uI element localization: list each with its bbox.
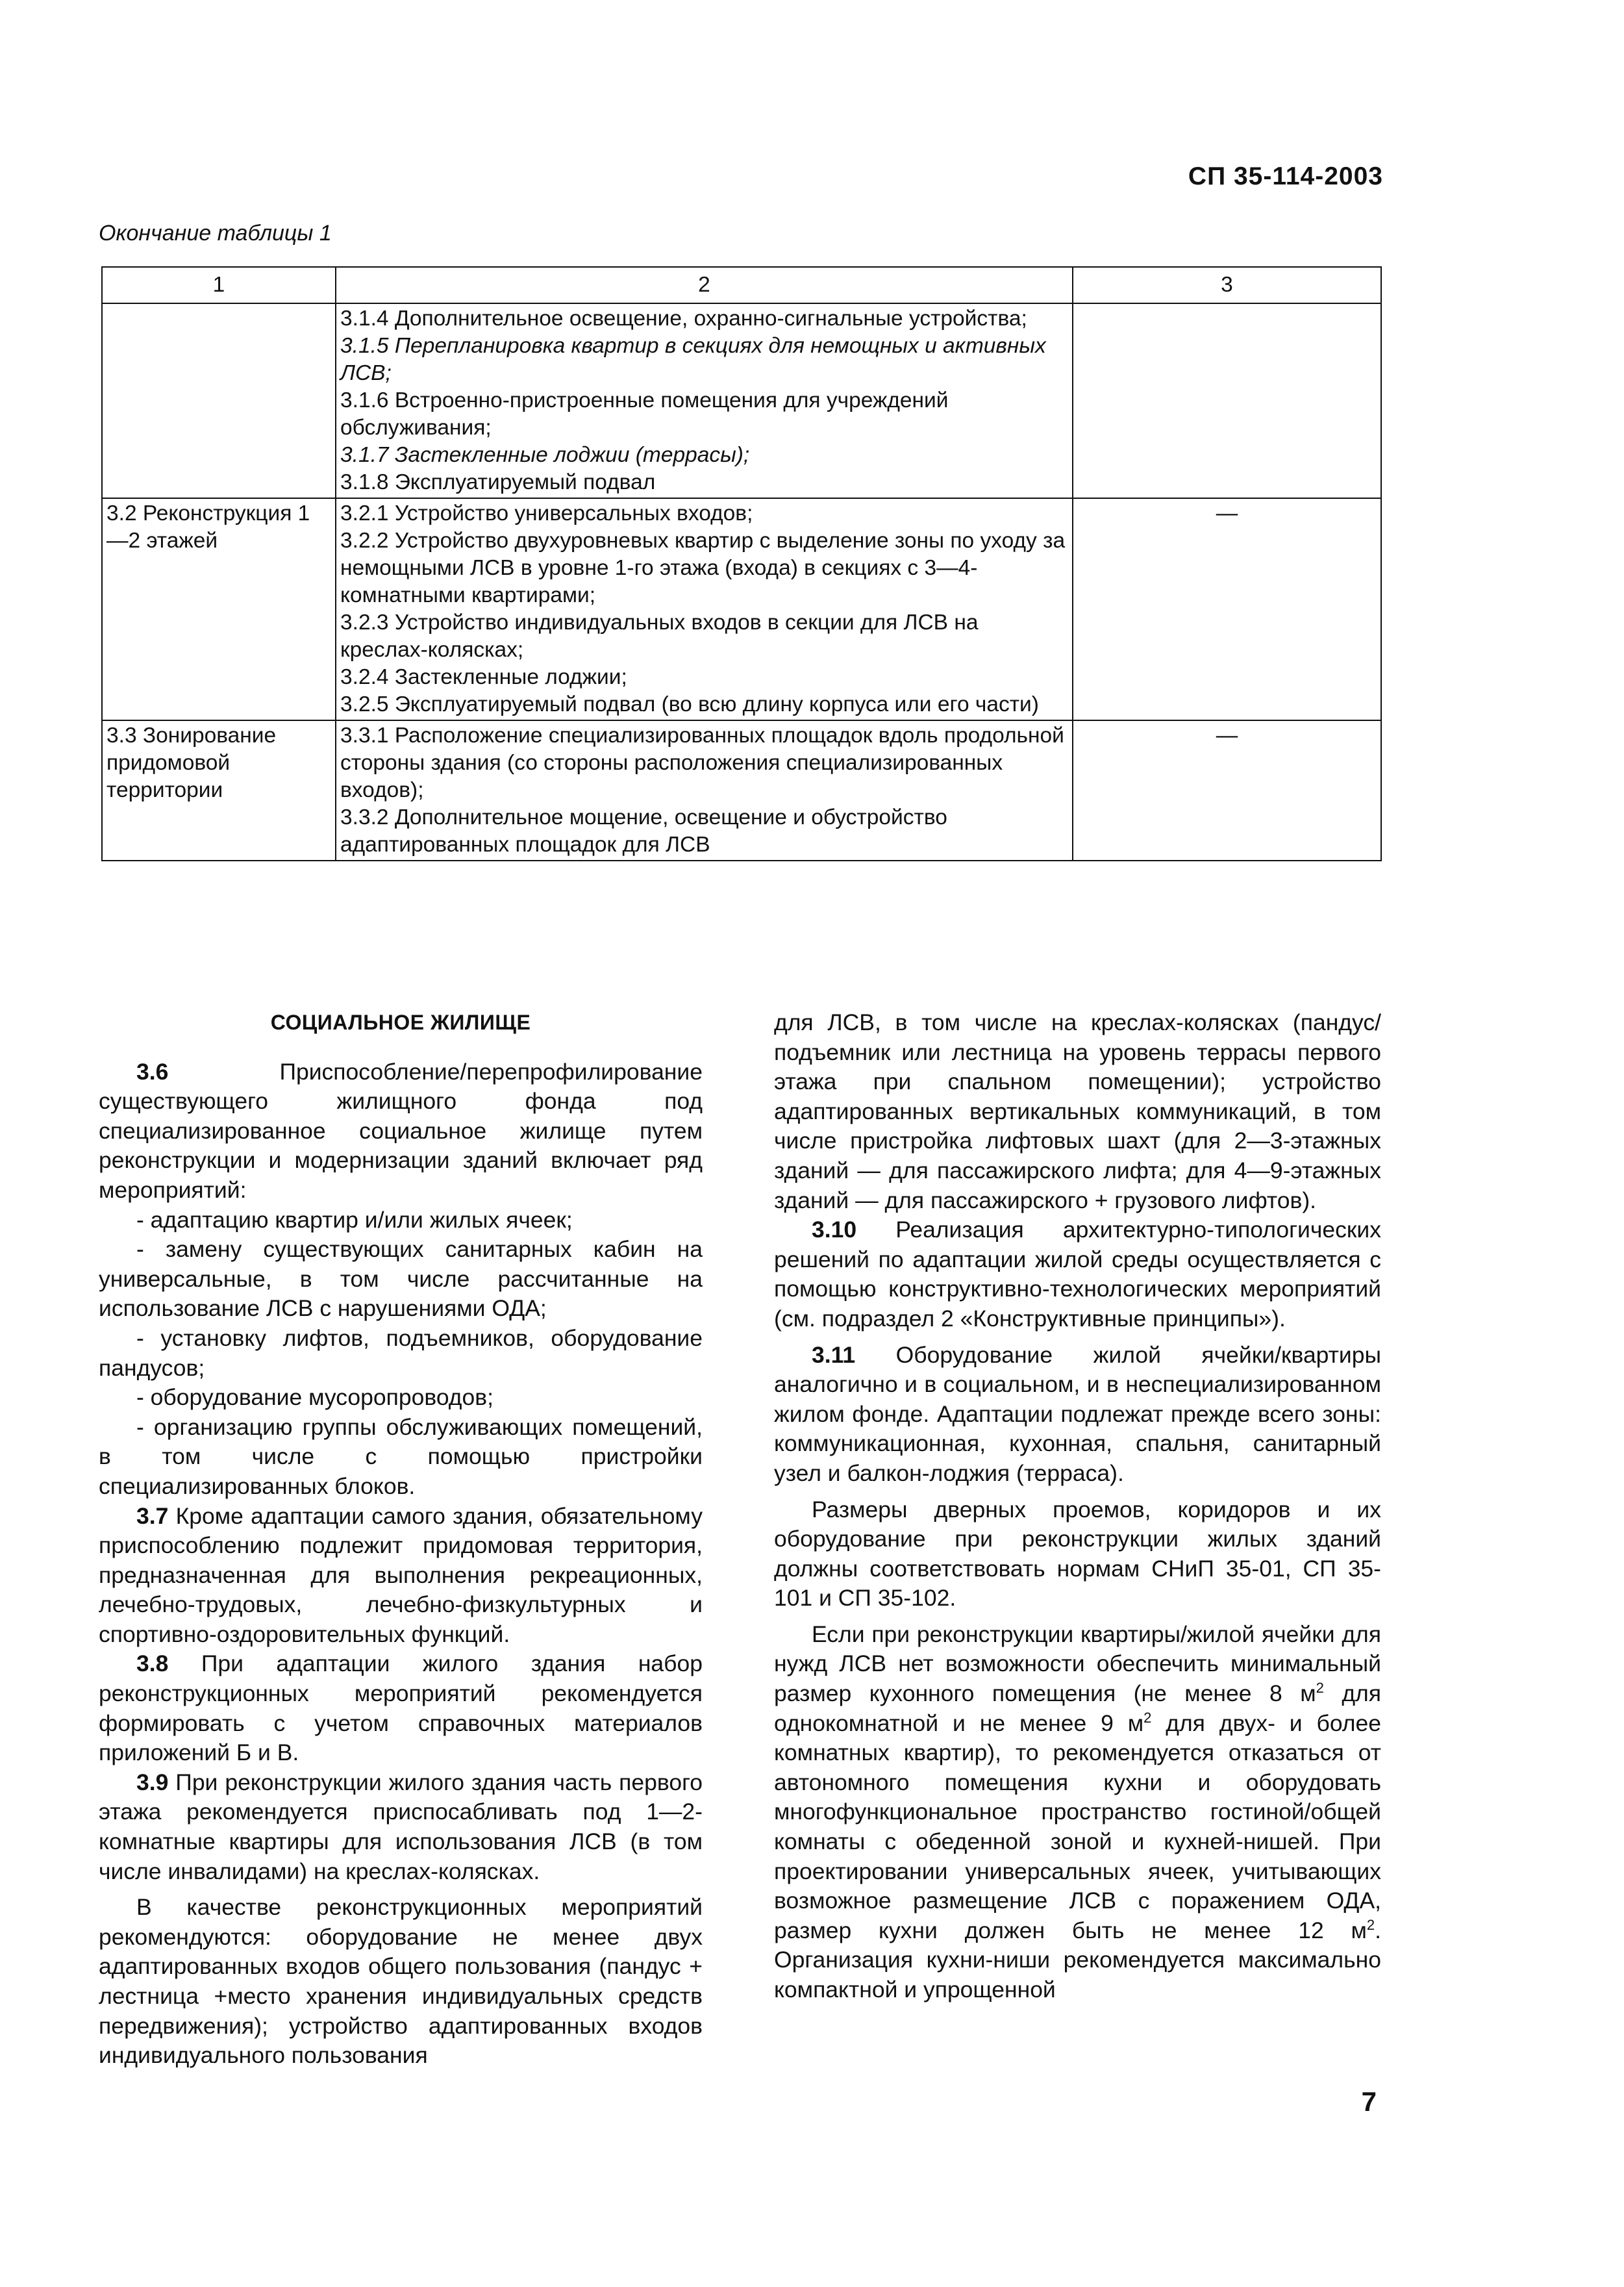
table-caption: Окончание таблицы 1: [99, 221, 332, 246]
section-title: СОЦИАЛЬНОЕ ЖИЛИЩЕ: [270, 1011, 531, 1034]
measure-item: 3.1.5 Перепланировка квартир в секциях для немощных и активных ЛСВ;: [340, 334, 1046, 385]
row-category: 3.3 Зонирование придомовой территории: [102, 720, 336, 861]
list-item: - замену существующих санитарных кабин на универсальные, в том числе рассчитанные на использование ЛСВ с нарушениями ОДА;: [99, 1236, 703, 1322]
measure-item: 3.1.8 Эксплуатируемый подвал: [340, 470, 656, 494]
measure-item: 3.3.2 Дополнительное мощение, освещение и обустройство адаптированных площадок для ЛСВ: [340, 805, 947, 857]
list-item: - адаптацию квартир и/или жилых ячеек;: [136, 1206, 573, 1233]
measure-item: 3.1.6 Встроенно-пристроенные помещения для учреждений обслуживания;: [340, 388, 949, 440]
column-header: 3: [1073, 267, 1381, 303]
column-header: 1: [102, 267, 336, 303]
measure-item: 3.2.1 Устройство универсальных входов;: [340, 501, 753, 525]
row-measures: [336, 720, 1073, 861]
row-notes: [1073, 303, 1381, 498]
list-item: - установку лифтов, подъемников, оборудование пандусов;: [99, 1324, 703, 1381]
measure-item: 3.3.1 Расположение специализированных площадок вдоль продольной стороны здания (со стороны расположения специализированных входов);: [340, 724, 1064, 802]
paragraph-3-8: 3.8 При адаптации жилого здания набор реконструкционных мероприятий рекомендуется формировать с учетом справочных материалов приложений Б и В.: [99, 1650, 703, 1766]
paragraph-kitchen: Если при реконструкции квартиры/жилой ячейки для нужд ЛСВ нет возможности обеспечить минимальный размер кухонного помещения (не менее 8 $м^2$ для однокомнатной и не менее 9 $м^2$ для двух- и более комнатных квартир), то рекомендуется отказаться от автономного помещения кухни и оборудовать многофункциональное пространство гостиной/общей комнаты с обеденной зоной и кухней-нишей. При проектировании универсальных ячеек, учитывающих возможное размещение ЛСВ с поражением ОДА, размер кухни должен быть не менее 12 $м^2$. Организация кухни-ниши рекомендуется максимально компактной и упрощенной: [774, 1621, 1381, 2003]
measures-table: [101, 266, 1382, 861]
row-measures: [336, 498, 1073, 720]
list-item: - оборудование мусоропроводов;: [136, 1384, 493, 1411]
measure-item: 3.2.2 Устройство двухуровневых квартир с выделение зоны по уходу за немощными ЛСВ в уровне 1-го этажа (входа) в секциях с 3—4-комнатными квартирами;: [340, 529, 1066, 607]
row-notes: —: [1073, 720, 1381, 861]
paragraph-3-9: 3.9 При реконструкции жилого здания часть первого этажа рекомендуется приспосабливать под 1—2-комнатные квартиры для использования ЛСВ (в том числе инвалидами) на креслах-колясках.: [99, 1769, 703, 1884]
paragraph-door-sizes: Размеры дверных проемов, коридоров и их оборудование при реконструкции жилых зданий должны соответствовать нормам СНиП 35-01, СП 35-101 и СП 35-102.: [774, 1496, 1381, 1611]
paragraph-3-6: 3.6 Приспособление/перепрофилирование существующего жилищного фонда под специализированное социальное жилище путем реконструкции и модернизации зданий включает ряд мероприятий:: [99, 1058, 703, 1203]
paragraph-3-9-continued: для ЛСВ, в том числе на креслах-колясках (пандус/подъемник или лестница на уровень террасы первого этажа при спальном помещении); устройство адаптированных вертикальных коммуникаций, в том числе пристройка лифтовых шахт (для 2—3-этажных зданий — для пассажирского лифта; для 4—9-этажных зданий — для пассажирского + грузового лифтов).: [774, 1009, 1381, 1213]
list-item: - организацию группы обслуживающих помещений, в том числе с помощью пристройки специализированных блоков.: [99, 1413, 703, 1499]
measure-item: 3.2.4 Застекленные лоджии;: [340, 665, 627, 689]
paragraph-3-10: 3.10 Реализация архитектурно-типологических решений по адаптации жилой среды осуществляется с помощью конструктивно-технологических мероприятий (см. подраздел 2 «Конструктивные принципы»).: [774, 1217, 1381, 1332]
table-row: [102, 720, 1381, 861]
left-column: [99, 1008, 703, 2071]
measure-item: 3.1.7 Застекленные лоджии (террасы);: [340, 443, 750, 467]
measure-item: 3.1.4 Дополнительное освещение, охранно-сигнальные устройства;: [340, 307, 1027, 331]
table-header-row: [102, 267, 1381, 303]
measure-item: 3.2.3 Устройство индивидуальных входов в секции для ЛСВ на креслах-колясках;: [340, 611, 979, 662]
row-measures: [336, 303, 1073, 498]
table-row: [102, 303, 1381, 498]
paragraph-3-9-measures: В качестве реконструкционных мероприятий рекомендуются: оборудование не менее двух адаптированных входов общего пользования (пандус + лестница +место хранения индивидуальных средств передвижения); устройство адаптированных входов индивидуального пользования: [99, 1894, 703, 2069]
row-category: [102, 303, 336, 498]
document-code: СП 35-114-2003: [1188, 162, 1383, 190]
table-row: [102, 498, 1381, 720]
row-category: 3.2 Реконструкция 1—2 этажей: [102, 498, 336, 720]
column-header: 2: [336, 267, 1073, 303]
measure-item: 3.2.5 Эксплуатируемый подвал (во всю длину корпуса или его части): [340, 692, 1039, 716]
paragraph-3-7: 3.7 Кроме адаптации самого здания, обязательному приспособлению подлежит придомовая территория, предназначенная для выполнения рекреационных, лечебно-трудовых, лечебно-физкультурных и спортивно-оздоровительных функций.: [99, 1502, 703, 1647]
row-notes: —: [1073, 498, 1381, 720]
page-number: 7: [1361, 2086, 1377, 2117]
paragraph-3-11: 3.11 Оборудование жилой ячейки/квартиры аналогично и в социальном, и в неспециализированном жилом фонде. Адаптации подлежат прежде всего зоны: коммуникационная, кухонная, спальня, санитарный узел и балкон-лоджия (терраса).: [774, 1341, 1381, 1486]
right-column: [774, 1008, 1381, 2005]
